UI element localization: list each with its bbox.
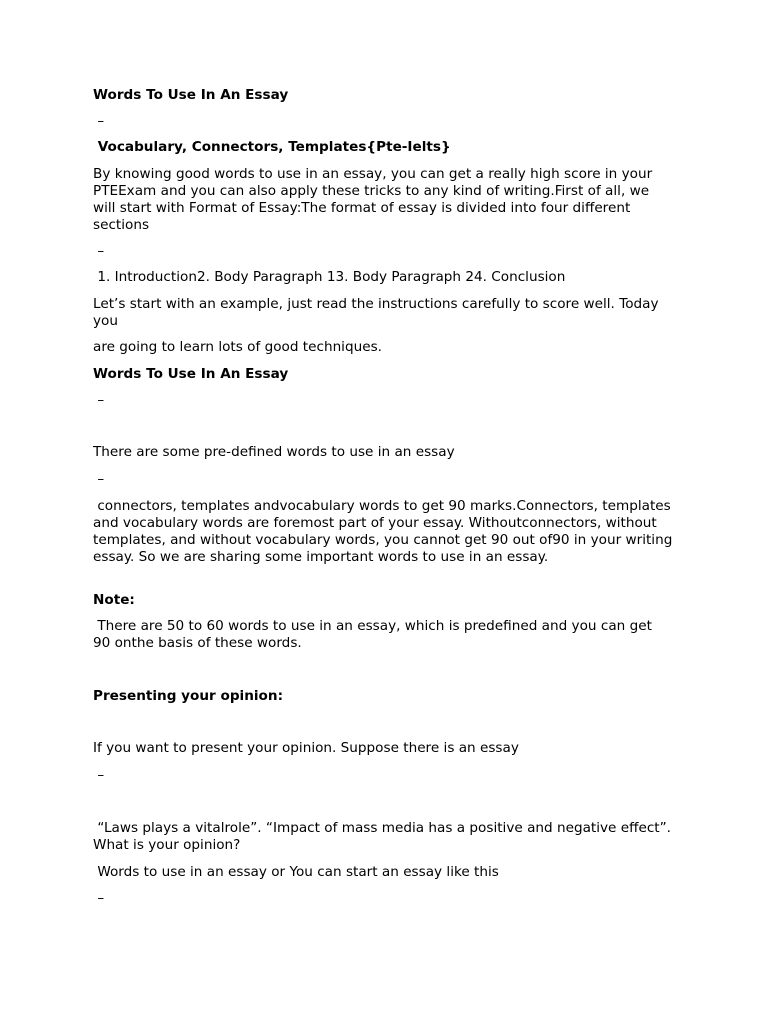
document-subheading: Vocabulary, Connectors, Templates{Pte-Ielts}: [93, 139, 451, 155]
essay-start-paragraph: Words to use in an essay or You can start an essay like this: [93, 864, 499, 880]
note-paragraph: There are 50 to 60 words to use in an essay, which is predefined and you can get 90 onthe basis of these words.: [93, 618, 657, 651]
example-paragraph: Let’s start with an example, just read the instructions carefully to score well. Today you: [93, 296, 663, 329]
section-heading: Presenting your opinion:: [93, 688, 284, 704]
dash-separator: –: [93, 392, 105, 408]
sections-list-line: 1. Introduction2. Body Paragraph 13. Body Paragraph 24. Conclusion: [93, 269, 566, 285]
laws-paragraph: “Laws plays a vitalrole”. “Impact of mass media has a positive and negative effect”. What is your opinion?: [93, 820, 676, 853]
section-heading: Words To Use In An Essay: [93, 366, 289, 382]
opinion-paragraph: If you want to present your opinion. Suppose there is an essay: [93, 740, 519, 756]
dash-separator: –: [93, 890, 105, 906]
document-heading: Words To Use In An Essay: [93, 87, 289, 103]
predefined-words-paragraph: There are some pre-defined words to use in an essay: [93, 444, 455, 460]
dash-separator: –: [93, 471, 105, 487]
note-label: Note:: [93, 592, 135, 608]
dash-separator: –: [93, 243, 105, 259]
example-paragraph-continued: are going to learn lots of good techniques.: [93, 339, 382, 355]
connectors-paragraph: connectors, templates andvocabulary words to get 90 marks.Connectors, templates and vocabulary words are foremost part of your essay. Withoutconnectors, without templates, and without vocabulary words, you cannot get 90 out of90 in your writing essay. So we are sharing some important words to use in an essay.: [93, 498, 677, 565]
dash-separator: –: [93, 113, 105, 129]
dash-separator: –: [93, 767, 105, 783]
intro-paragraph: By knowing good words to use in an essay, you can get a really high score in your PTEExam and you can also apply these tricks to any kind of writing.First of all, we will start with Format of Essay:The format of essay is divided into four different sections: [93, 166, 657, 233]
